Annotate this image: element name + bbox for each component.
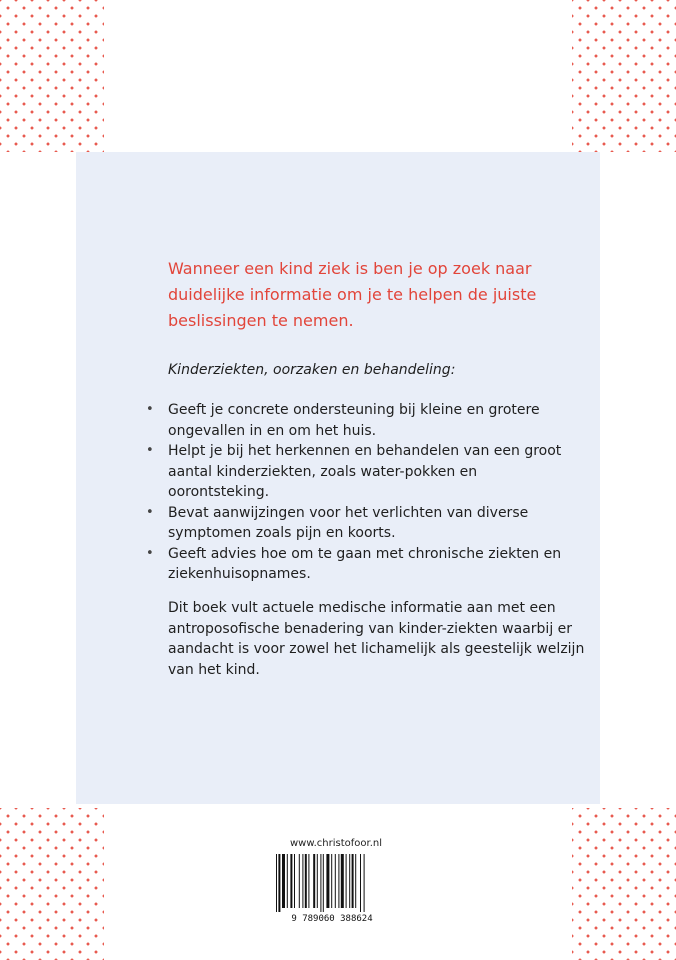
list-item: • Geeft advies hoe om te gaan met chronische ziekten en ziekenhuisopnames. <box>146 545 562 582</box>
barcode-bar <box>313 854 315 908</box>
list-item: • Bevat aanwijzingen voor het verlichten van diverse symptomen zoals pijn en koorts. <box>146 504 529 541</box>
bullet-icon: • <box>146 504 154 520</box>
subheading: Kinderziekten, oorzaken en behandeling: <box>168 362 456 378</box>
bullet-icon: • <box>146 545 154 561</box>
barcode-bar <box>278 854 280 912</box>
barcode-bar <box>360 854 361 912</box>
closing-paragraph: Dit boek vult actuele medische informatie aan met een antroposofische benadering van kinder-ziekten waarbij er aandacht is voor zowel het lichamelijk als geestelijk welzijn van het kind. <box>168 600 585 678</box>
barcode-bar <box>302 854 303 908</box>
publisher-url[interactable]: www.christofoor.nl <box>290 838 383 849</box>
back-cover-text-panel <box>76 152 600 804</box>
barcode-bar <box>282 854 285 908</box>
barcode-bar <box>338 854 339 908</box>
barcode-icon <box>270 852 394 924</box>
bullet-list <box>146 400 576 585</box>
barcode-bar <box>349 854 350 908</box>
decorative-cross-pattern-bottom-right <box>572 808 676 960</box>
decorative-cross-pattern-top-right <box>572 0 676 152</box>
isbn-digits: 9 789060 388624 <box>291 914 373 924</box>
barcode-bar <box>355 854 356 908</box>
barcode-bar <box>290 854 292 908</box>
barcode-bar <box>341 854 344 908</box>
list-item: • Helpt je bij het herkennen en behandelen van een groot aantal kinderziekten, zoals water-pokken en oorontsteking. <box>146 443 562 500</box>
barcode-bar <box>317 854 318 908</box>
barcode-bar <box>364 854 365 912</box>
barcode-bar <box>326 854 329 908</box>
list-item: • Geeft je concrete ondersteuning bij kleine en grotere ongevallen in en om het huis. <box>146 402 540 439</box>
decorative-cross-pattern-top-left <box>0 0 104 152</box>
intro-text: Wanneer een kind ziek is ben je op zoek naar duidelijke informatie om je te helpen de juiste beslissingen te nemen. <box>168 259 537 330</box>
decorative-cross-pattern-bottom-left <box>0 808 104 960</box>
barcode-bar <box>276 854 277 912</box>
barcode-bar <box>294 854 295 908</box>
bullet-icon: • <box>146 443 154 458</box>
barcode-bar <box>287 854 288 908</box>
barcode-bar <box>331 854 332 908</box>
barcode-bar <box>308 854 309 908</box>
bullet-icon: • <box>146 402 154 417</box>
barcode-bar <box>320 854 321 912</box>
barcode-bar <box>352 854 354 908</box>
barcode-bar <box>299 854 300 908</box>
barcode-bar <box>346 854 347 908</box>
barcode-bar <box>305 854 307 908</box>
barcode-bar <box>323 854 324 912</box>
barcode-bar <box>335 854 336 908</box>
